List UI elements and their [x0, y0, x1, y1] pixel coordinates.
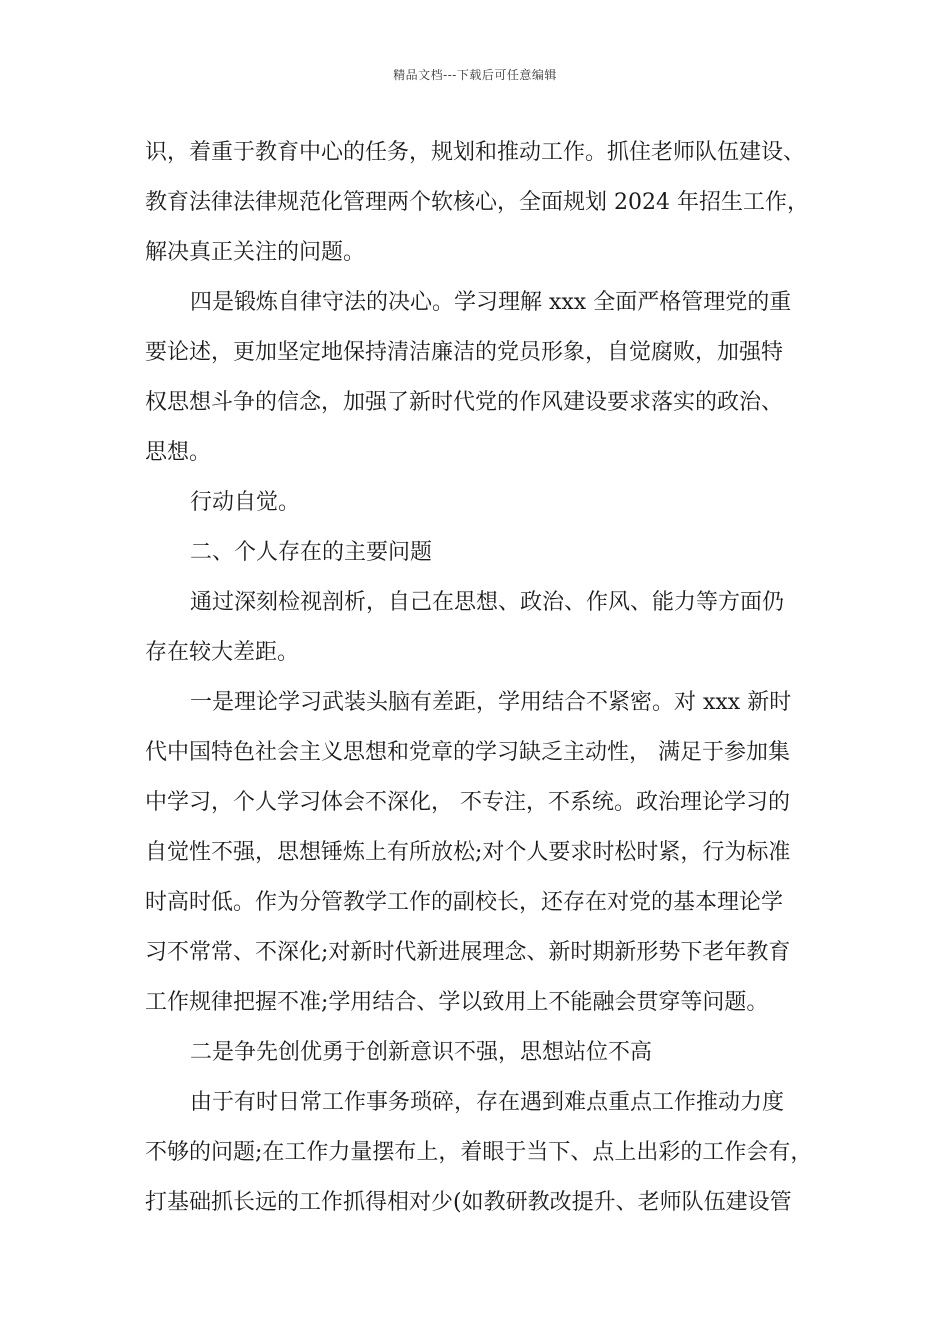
text-line: 不够的问题;在工作力量摆布上，着眼于当下、点上出彩的工作会有，: [145, 1140, 813, 1165]
text-line: 一是理论学习武装头脑有差距，学用结合不紧密。对 xxx 新时: [190, 690, 792, 715]
text-line: 代中国特色社会主义思想和党章的学习缺乏主动性， 满足于参加集: [145, 740, 790, 765]
text-line: 四是锻炼自律守法的决心。学习理解 xxx 全面严格管理党的重: [190, 290, 792, 315]
text-line: 解决真正关注的问题。: [145, 240, 366, 265]
document-body: [145, 128, 825, 1228]
text-line: 行动自觉。: [190, 490, 301, 515]
text-line: 中学习，个人学习体会不深化， 不专注，不系统。政治理论学习的: [145, 790, 790, 815]
text-line: 教育法律法律规范化管理两个软核心，全面规划 2024 年招生工作，: [145, 190, 809, 215]
page-header: 精品文档---下载后可任意编辑: [393, 68, 557, 82]
text-line: 二是争先创优勇于创新意识不强，思想站位不高: [190, 1040, 653, 1065]
text-line: 要论述，更加坚定地保持清洁廉洁的党员形象，自觉腐败，加强特: [145, 340, 784, 365]
text-line: 通过深刻检视剖析，自己在思想、政治、作风、能力等方面仍: [190, 590, 785, 615]
text-line: 工作规律把握不准;学用结合、学以致用上不能融会贯穿等问题。: [145, 990, 769, 1015]
text-line: 自觉性不强，思想锤炼上有所放松;对个人要求时松时紧，行为标准: [145, 840, 791, 865]
text-line: 存在较大差距。: [145, 640, 300, 665]
text-line: 习不常常、不深化;对新时代新进展理念、新时期新形势下老年教育: [145, 940, 791, 965]
text-line: 由于有时日常工作事务琐碎，存在遇到难点重点工作推动力度: [190, 1090, 785, 1115]
text-line: 思想。: [145, 440, 212, 465]
text-line: 二、个人存在的主要问题: [190, 540, 433, 565]
text-line: 打基础抓长远的工作抓得相对少(如教研教改提升、老师队伍建设管: [145, 1190, 792, 1215]
text-line: 时高时低。作为分管教学工作的副校长，还存在对党的基本理论学: [145, 890, 784, 915]
text-line: 识，着重于教育中心的任务，规划和推动工作。抓住老师队伍建设、: [145, 140, 806, 165]
text-line: 权思想斗争的信念，加强了新时代党的作风建设要求落实的政治、: [145, 390, 784, 415]
